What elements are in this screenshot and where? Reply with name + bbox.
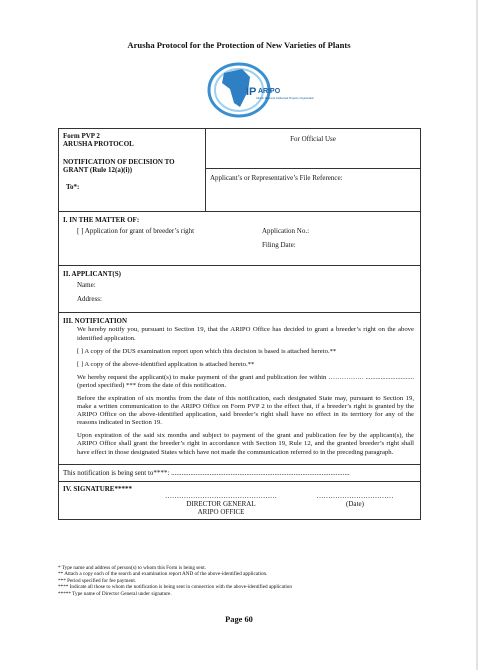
footnote-item: *** Period specified for fee payment. — [58, 577, 137, 584]
application-copy-checkbox-item[interactable]: [ ] A copy of the above-identified application is attached hereto.** — [77, 360, 255, 368]
section2-heading: II. APPLICANT(S) — [63, 270, 121, 278]
form-title-line1: NOTIFICATION OF DECISION TO — [63, 157, 175, 166]
aripo-logo-graphic — [196, 59, 315, 121]
notification-paragraph: We hereby notify you, pursuant to Section 19, that the ARIPO Office has decided to grant a breeder’s right on the above identified application. — [77, 326, 414, 342]
aripo-logo — [196, 59, 315, 121]
section-applicants — [59, 265, 420, 312]
section4-heading: IV. SIGNATURE***** — [63, 484, 132, 493]
form-header-row — [59, 129, 420, 211]
section3-heading: III. NOTIFICATION — [63, 317, 128, 325]
applicant-name-label: Name: — [77, 281, 96, 290]
aripo-office-label: ARIPO OFFICE — [197, 508, 245, 517]
application-no-label: Application No.: — [262, 227, 310, 236]
section-signature — [59, 481, 420, 519]
file-reference-label: Applicant’s or Representative’s File Reference: — [210, 174, 343, 182]
form-identification-cell — [59, 129, 206, 211]
footnote-item: **** Indicate all those to whom the notification is being sent in connection with the above-identified application — [58, 584, 292, 591]
footnote-item: ***** Type name of Director General under signature. — [58, 590, 172, 597]
application-checkbox-label[interactable]: [ ] Application for grant of breeder’s right — [77, 227, 195, 236]
director-general-label: DIRECTOR GENERAL — [186, 500, 256, 509]
form-title-line2: GRANT (Rule 12(a)(i)) — [63, 166, 133, 175]
date-signature-block — [314, 492, 396, 509]
dus-report-checkbox-item[interactable]: [ ] A copy of the DUS examination report upon which this decision is based is attached hereto.** — [77, 347, 337, 355]
date-label: (Date) — [346, 500, 364, 509]
section1-heading: I. IN THE MATTER OF: — [63, 216, 140, 224]
form-pvp2 — [58, 128, 421, 520]
section-notification — [59, 312, 420, 464]
page-number: Page 60 — [225, 615, 253, 624]
director-signature-block — [161, 492, 281, 517]
footnotes — [58, 565, 438, 597]
page-header-title: Arusha Protocol for the Protection of New Varieties of Plants — [127, 40, 351, 50]
date-signature-line: …………………………… — [316, 491, 394, 500]
filing-date-label: Filing Date: — [262, 240, 296, 249]
section-in-the-matter-of — [59, 211, 420, 265]
logo-aripo-text: ARIPO — [258, 88, 281, 95]
director-signature-line: ………………………………………… — [165, 491, 277, 500]
official-use-cell — [206, 129, 420, 211]
logo-subtitle: African Regional Intellectual Property Organization — [256, 97, 315, 100]
payment-request-paragraph: We hereby request the applicant(s) to make payment of the grant and publication fee within ……………. ............................. (period specified) *** from the date of this notification. — [77, 373, 414, 389]
grant-paragraph: Upon expiration of the said six months and subject to payment of the grant and publication fee by the applicant(s), the ARIPO Office shall grant the breeder’s right in accordance with Section 19, Rule 12, and the granted breeder’s right shall have effect in those designated States which have not made the communication referred to in the preceding paragraph. — [77, 432, 414, 456]
sent-to-line: This notification is being sent to****: ...................................................................................................... — [59, 464, 420, 481]
footnote-item: * Type name and address of person(s) to whom this Form is being sent. — [58, 565, 206, 571]
form-protocol: ARUSHA PROTOCOL — [63, 140, 134, 149]
official-use-label: For Official Use — [206, 129, 420, 169]
footnote-item: ** Attach a copy each of the search and examination report AND of the above-identified application. — [58, 571, 268, 578]
logo-ip-text: IP — [246, 86, 257, 98]
form-code: Form PVP 2 — [63, 132, 100, 140]
to-field-label: To*: — [66, 182, 80, 191]
applicant-address-label: Address: — [77, 294, 102, 303]
expiration-paragraph: Before the expiration of six months from the date of this notification, each designated State may, pursuant to Section 19, make a written communication to the ARIPO Office on Form PVP 2 to the effect that, if a breeder’s right is granted by the ARIPO Office on the above-identified application, said breeder’s right shall have no effect in its territory for any of the reasons indicated in Section 19. — [77, 394, 414, 427]
